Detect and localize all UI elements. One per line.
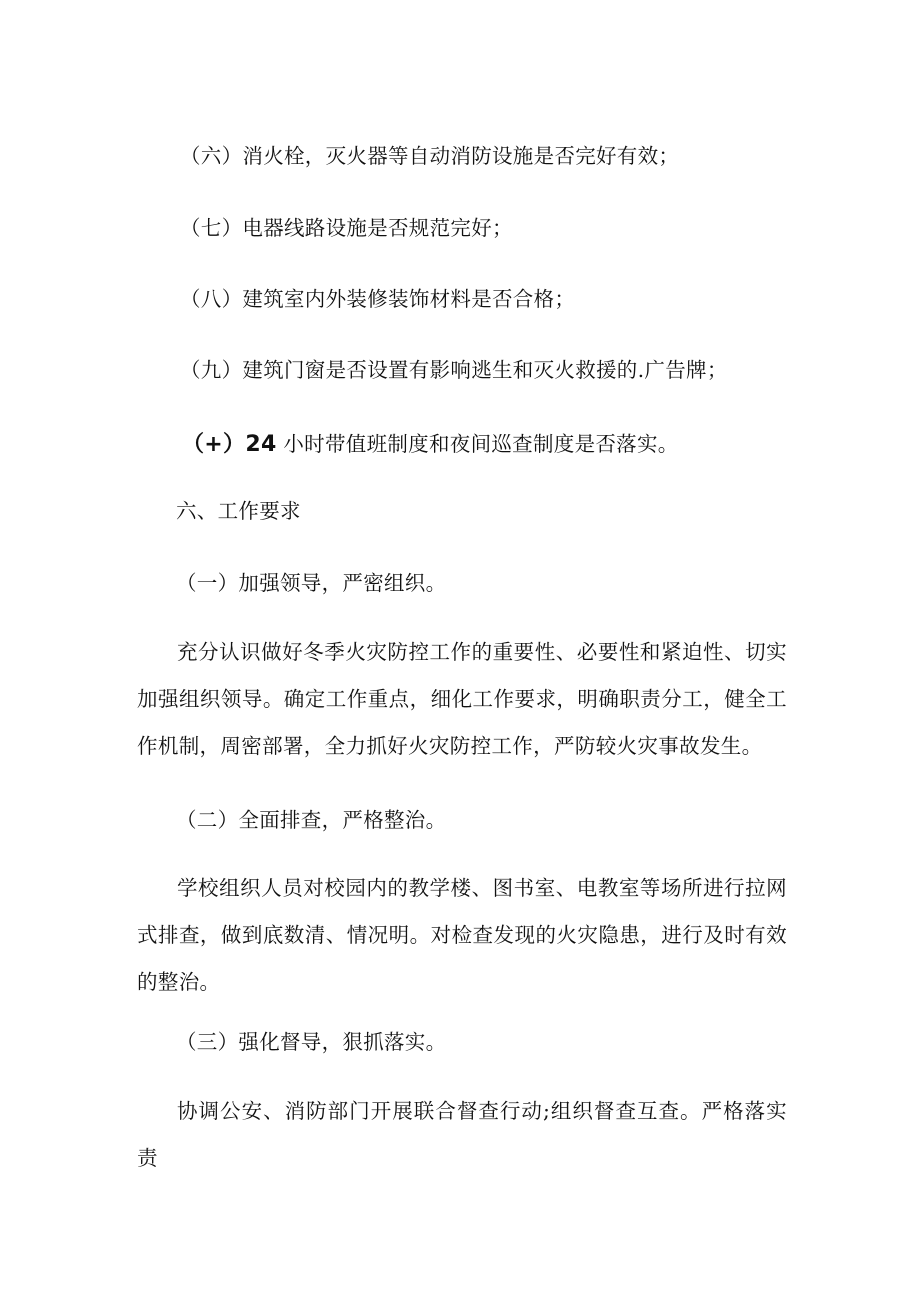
- check-item-10-prefix: （+）24: [182, 432, 277, 457]
- subheading-2: （二）全面排查，严格整治。: [176, 808, 447, 832]
- subheading-1: （一）加强领导，严密组织。: [176, 571, 447, 595]
- check-item-10: [182, 430, 679, 459]
- check-item-7: （七）电器线路设施是否规范完好；: [180, 216, 513, 240]
- check-item-9: （九）建筑门窗是否设置有影响逃生和灭火救援的.广告牌；: [180, 358, 728, 382]
- subheading-3: （三）强化督导，狠抓落实。: [176, 1030, 447, 1054]
- check-item-8: （八）建筑室内外装修装饰材料是否合格；: [180, 287, 576, 311]
- check-item-6: （六）消火栓，灭火器等自动消防设施是否完好有效；: [180, 144, 680, 168]
- section-heading: 六、工作要求: [176, 499, 301, 523]
- check-item-10-text: 小时带值班制度和夜间巡查制度是否落实。: [276, 432, 679, 456]
- paragraph-2: 学校组织人员对校园内的教学楼、图书室、电教室等场所进行拉网式排查，做到底数清、情况明。对检查发现的火灾隐患，进行及时有效的整治。: [137, 876, 787, 994]
- paragraph-3: 协调公安、消防部门开展联合督查行动;组织督查互查。严格落实责: [137, 1099, 787, 1170]
- paragraph-1: 充分认识做好冬季火灾防控工作的重要性、必要性和紧迫性、切实加强组织领导。确定工作重点，细化工作要求，明确职责分工，健全工作机制，周密部署，全力抓好火灾防控工作，严防较火灾事故发生。: [137, 640, 787, 758]
